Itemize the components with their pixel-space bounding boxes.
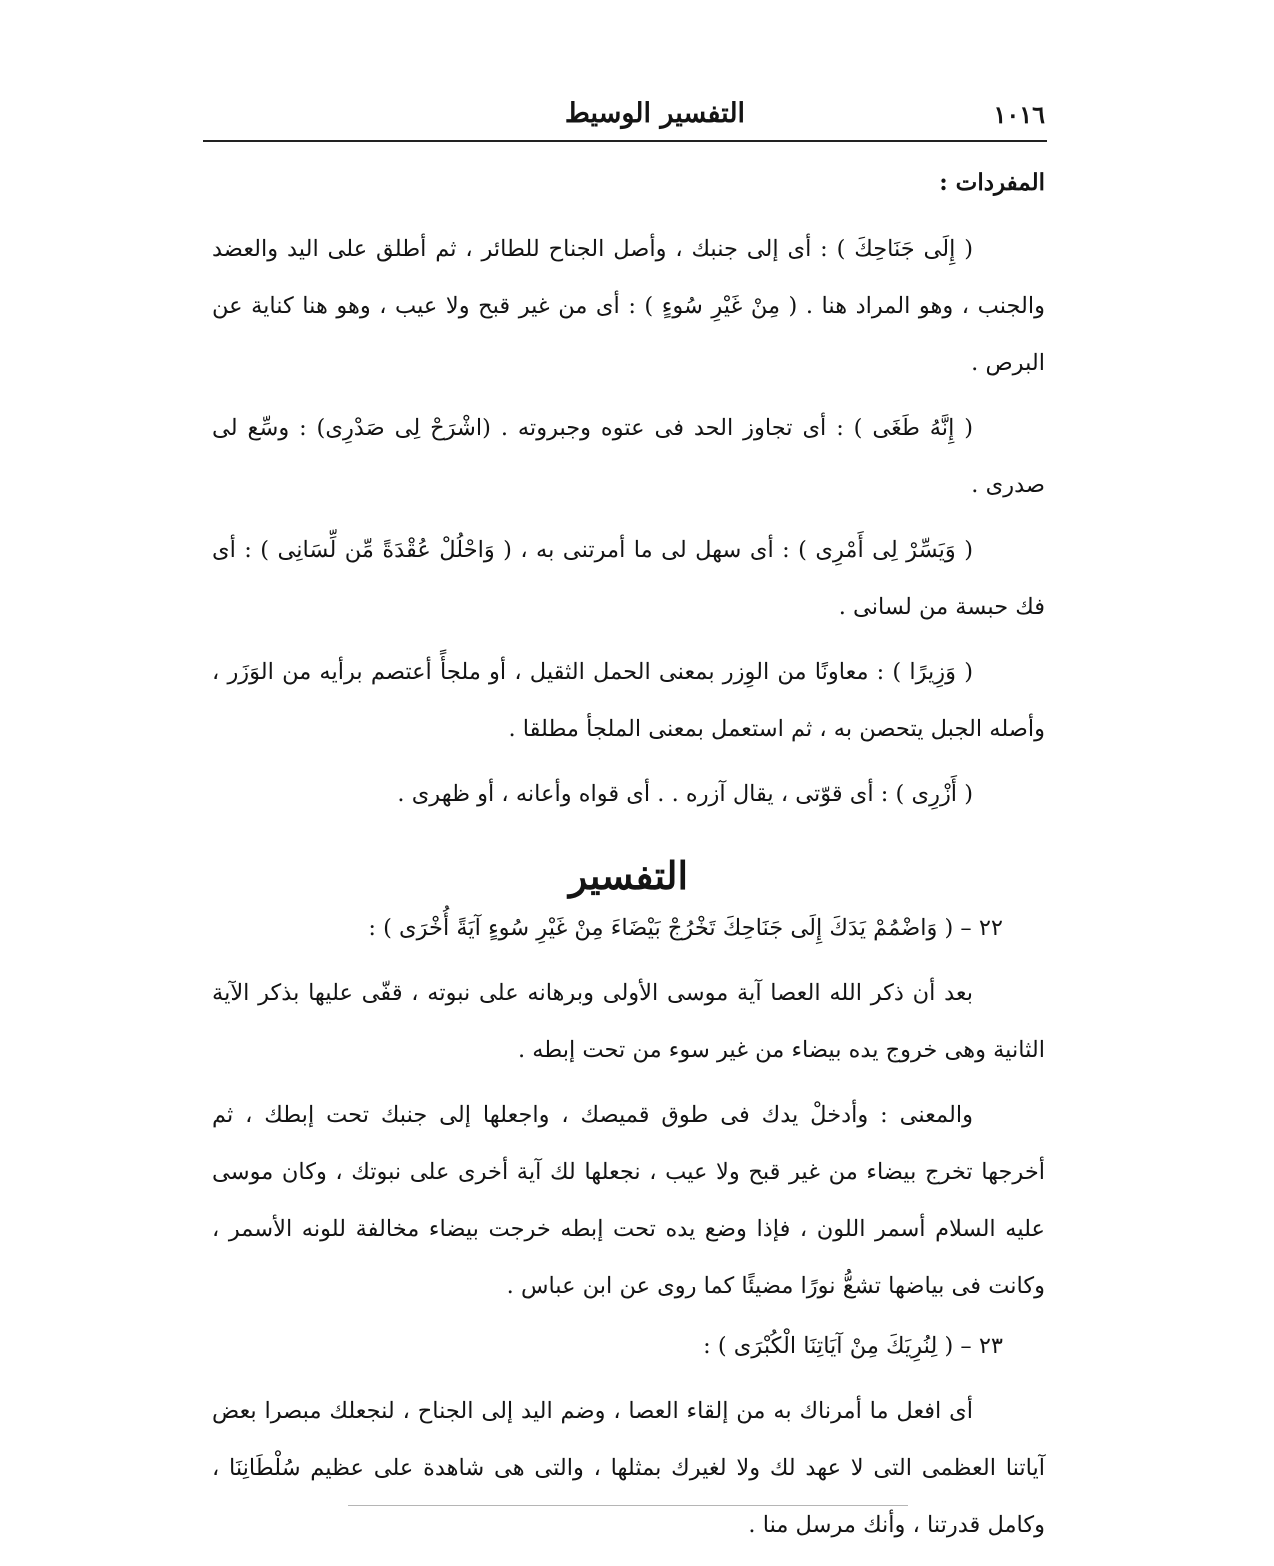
verse-text: ( وَاضْمُمْ يَدَكَ إِلَى جَنَاحِكَ تَخْرُجْ بَيْضَاءَ مِنْ غَيْرِ سُوءٍ آيَةً أُخْرَى ) :: [368, 915, 954, 941]
page-header: [205, 92, 1045, 132]
verse-number: ٢٢ –: [960, 915, 1003, 941]
vocab-entry: ( وَزِيرًا ) : معاونًا من الوِزر بمعنى الحمل الثقيل ، أو ملجأً أعتصم برأيه من الوَزَر ، وأصله الجبل يتحصن به ، ثم استعمل بمعنى الملجأ مطلقا .: [212, 659, 1045, 742]
vocab-entry: ( وَيَسِّرْ لِى أَمْرِى ) : أى سهل لى ما أمرتنى به ، ( وَاحْلُلْ عُقْدَةً مِّن لِّسَانِى ) : أى فك حبسة من لسانى .: [212, 537, 1045, 620]
vocab-entry: ( أَزْرِى ) : أى قوّتى ، يقال آزره . . أى قواه وأعانه ، أو ظهرى .: [397, 781, 973, 807]
tafsir-heading: التفسير: [568, 853, 689, 898]
page-body: [212, 165, 1045, 1562]
vocab-entry: ( إِلَى جَنَاحِكَ ) : أى إلى جنبك ، وأصل الجناح للطائر ، ثم أطلق على اليد والعضد والجنب ، وهو المراد هنا . ( مِنْ غَيْرِ سُوءٍ ) : أى من غير قبح ولا عيب ، وهو هنا كناية عن البرص .: [212, 236, 1045, 376]
verse-22-heading: [212, 905, 1045, 951]
running-title: التفسير الوسيط: [564, 98, 746, 129]
page-number: ١٠١٦: [993, 100, 1045, 129]
vocabulary-heading: المفردات :: [939, 169, 1045, 196]
header-rule: [203, 140, 1047, 142]
commentary-paragraph: أى افعل ما أمرناك به من إلقاء العصا ، وضم اليد إلى الجناح ، لنجعلك مبصرا بعض آياتنا العظمى التى لا عهد لك ولا لغيرك بمثلها ، والتى هى شاهدة على عظيم سُلْطَانِنَا ، وكامل قدرتنا ، وأنك مرسل منا .: [212, 1398, 1045, 1538]
vocab-entry: ( إِنَّهُ طَغَى ) : أى تجاوز الحد فى عتوه وجبروته . (اشْرَحْ لِى صَدْرِى) : وسِّع لى صدرى .: [212, 415, 1045, 498]
commentary-paragraph: بعد أن ذكر الله العصا آية موسى الأولى وبرهانه على نبوته ، قفّى عليها بذكر الآية الثانية وهى خروج يده بيضاء من غير سوء من تحت إبطه .: [212, 980, 1045, 1063]
verse-number: ٢٣ –: [960, 1333, 1003, 1359]
verse-23-heading: [212, 1323, 1045, 1369]
verse-text: ( لِنُرِيَكَ مِنْ آيَاتِنَا الْكُبْرَى ) :: [703, 1333, 954, 1359]
commentary-paragraph: والمعنى : وأدخلْ يدك فى طوق قميصك ، واجعلها إلى جنبك تحت إبطك ، ثم أخرجها تخرج بيضاء من غير قبح ولا عيب ، نجعلها لك آية أخرى على نبوتك ، وكان موسى عليه السلام أسمر اللون ، فإذا وضع يده تحت إبطه خرجت بيضاء مخالفة للونه الأسمر ، وكانت فى بياضها تشعُّ نورًا مضيئًا كما روى عن ابن عباس .: [212, 1102, 1045, 1299]
scan-bottom-line: [348, 1505, 908, 1506]
